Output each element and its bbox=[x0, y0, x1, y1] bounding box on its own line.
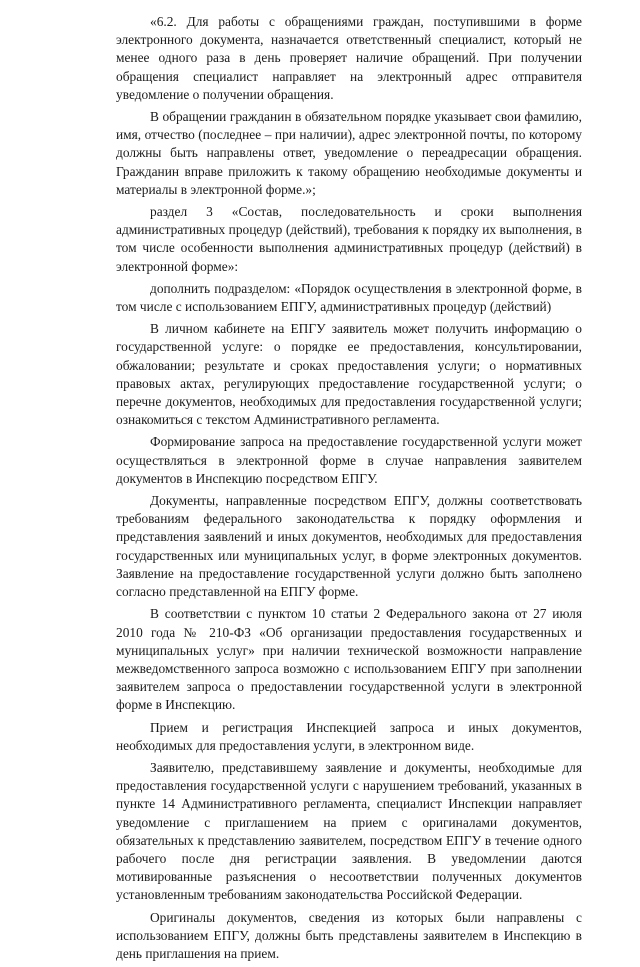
document-body bbox=[116, 13, 582, 967]
paragraph-request-formation: Формирование запроса на предоставление государственной услуги может осуществляться в электронной форме в случае направления заявителем документов в Инспекцию посредством ЕПГУ. bbox=[116, 434, 582, 486]
paragraph-personal-cabinet: В личном кабинете на ЕПГУ заявитель может получить информацию о государственной услуге: о порядке ее предоставления, консультировании, обжаловании; результате и сроках предоставления услуги; о нормативных правовых актах, регулирующих предоставление государственной услуги; о перечне документов, необходимых для предоставления государственной услуги; ознакомиться с текстом Административного регламента. bbox=[116, 321, 582, 428]
paragraph-appeal-requirements: В обращении гражданин в обязательном порядке указывает свои фамилию, имя, отчество (последнее – при наличии), адрес электронной почты, по которому должны быть направлены ответ, уведомление о переадресации обращения. Гражданин вправе приложить к такому обращению необходимые документы и материалы в электронной форме.»; bbox=[116, 109, 582, 197]
paragraph-section-3: раздел 3 «Состав, последовательность и сроки выполнения административных процедур (действий), требования к порядку их выполнения, в том числе особенности выполнения административных процедур (действий) в электронной форме»: bbox=[116, 204, 582, 274]
paragraph-6-2: «6.2. Для работы с обращениями граждан, поступившими в форме электронного документа, назначается ответственный специалист, который не менее одного раза в день проверяет наличие обращений. При получении обращения специалист направляет на электронный адрес отправителя уведомление о получении обращения. bbox=[116, 14, 582, 102]
paragraph-applicant-notification: Заявителю, представившему заявление и документы, необходимые для предоставления государственной услуги с нарушением требований, указанных в пункте 14 Административного регламента, специалист Инспекции направляет уведомление с приглашением на прием с оригиналами документов, обязательных к представлению заявителем, посредством ЕПГУ в течение одного рабочего после дня регистрации заявления. В уведомлении даются мотивированные разъяснения о несоответствии полученных документов установленным требованиям законодательства Российской Федерации. bbox=[116, 759, 582, 903]
paragraph-original-documents: Оригиналы документов, сведения из которых были направлены с использованием ЕПГУ, должны быть представлены заявителем в Инспекцию в день приглашения на прием. bbox=[116, 909, 582, 961]
paragraph-add-subsection: дополнить подразделом: «Порядок осуществления в электронной форме, в том числе с использованием ЕПГУ, административных процедур (действий) bbox=[116, 280, 582, 315]
paragraph-documents-requirements: Документы, направленные посредством ЕПГУ, должны соответствовать требованиям федерального законодательства к порядку оформления и представления заявлений и иных документов, необходимых для предоставления государственных или муниципальных услуг, в форме электронных документов. Заявление на предоставление государственной услуги должно быть заполнено согласно представленной на ЕПГУ форме. bbox=[116, 493, 582, 600]
paragraph-interagency-request: В соответствии с пунктом 10 статьи 2 Федерального закона от 27 июля 2010 года № 210-ФЗ «Об организации предоставления государственных и муниципальных услуг» при наличии технической возможности направление межведомственного запроса возможно с использованием ЕПГУ при заполнении заявителем запроса о предоставлении государственной услуги в электронной форме в Инспекцию. bbox=[116, 606, 582, 713]
paragraph-reception-registration: Прием и регистрация Инспекцией запроса и иных документов, необходимых для предоставления услуги, в электронном виде. bbox=[116, 719, 582, 753]
